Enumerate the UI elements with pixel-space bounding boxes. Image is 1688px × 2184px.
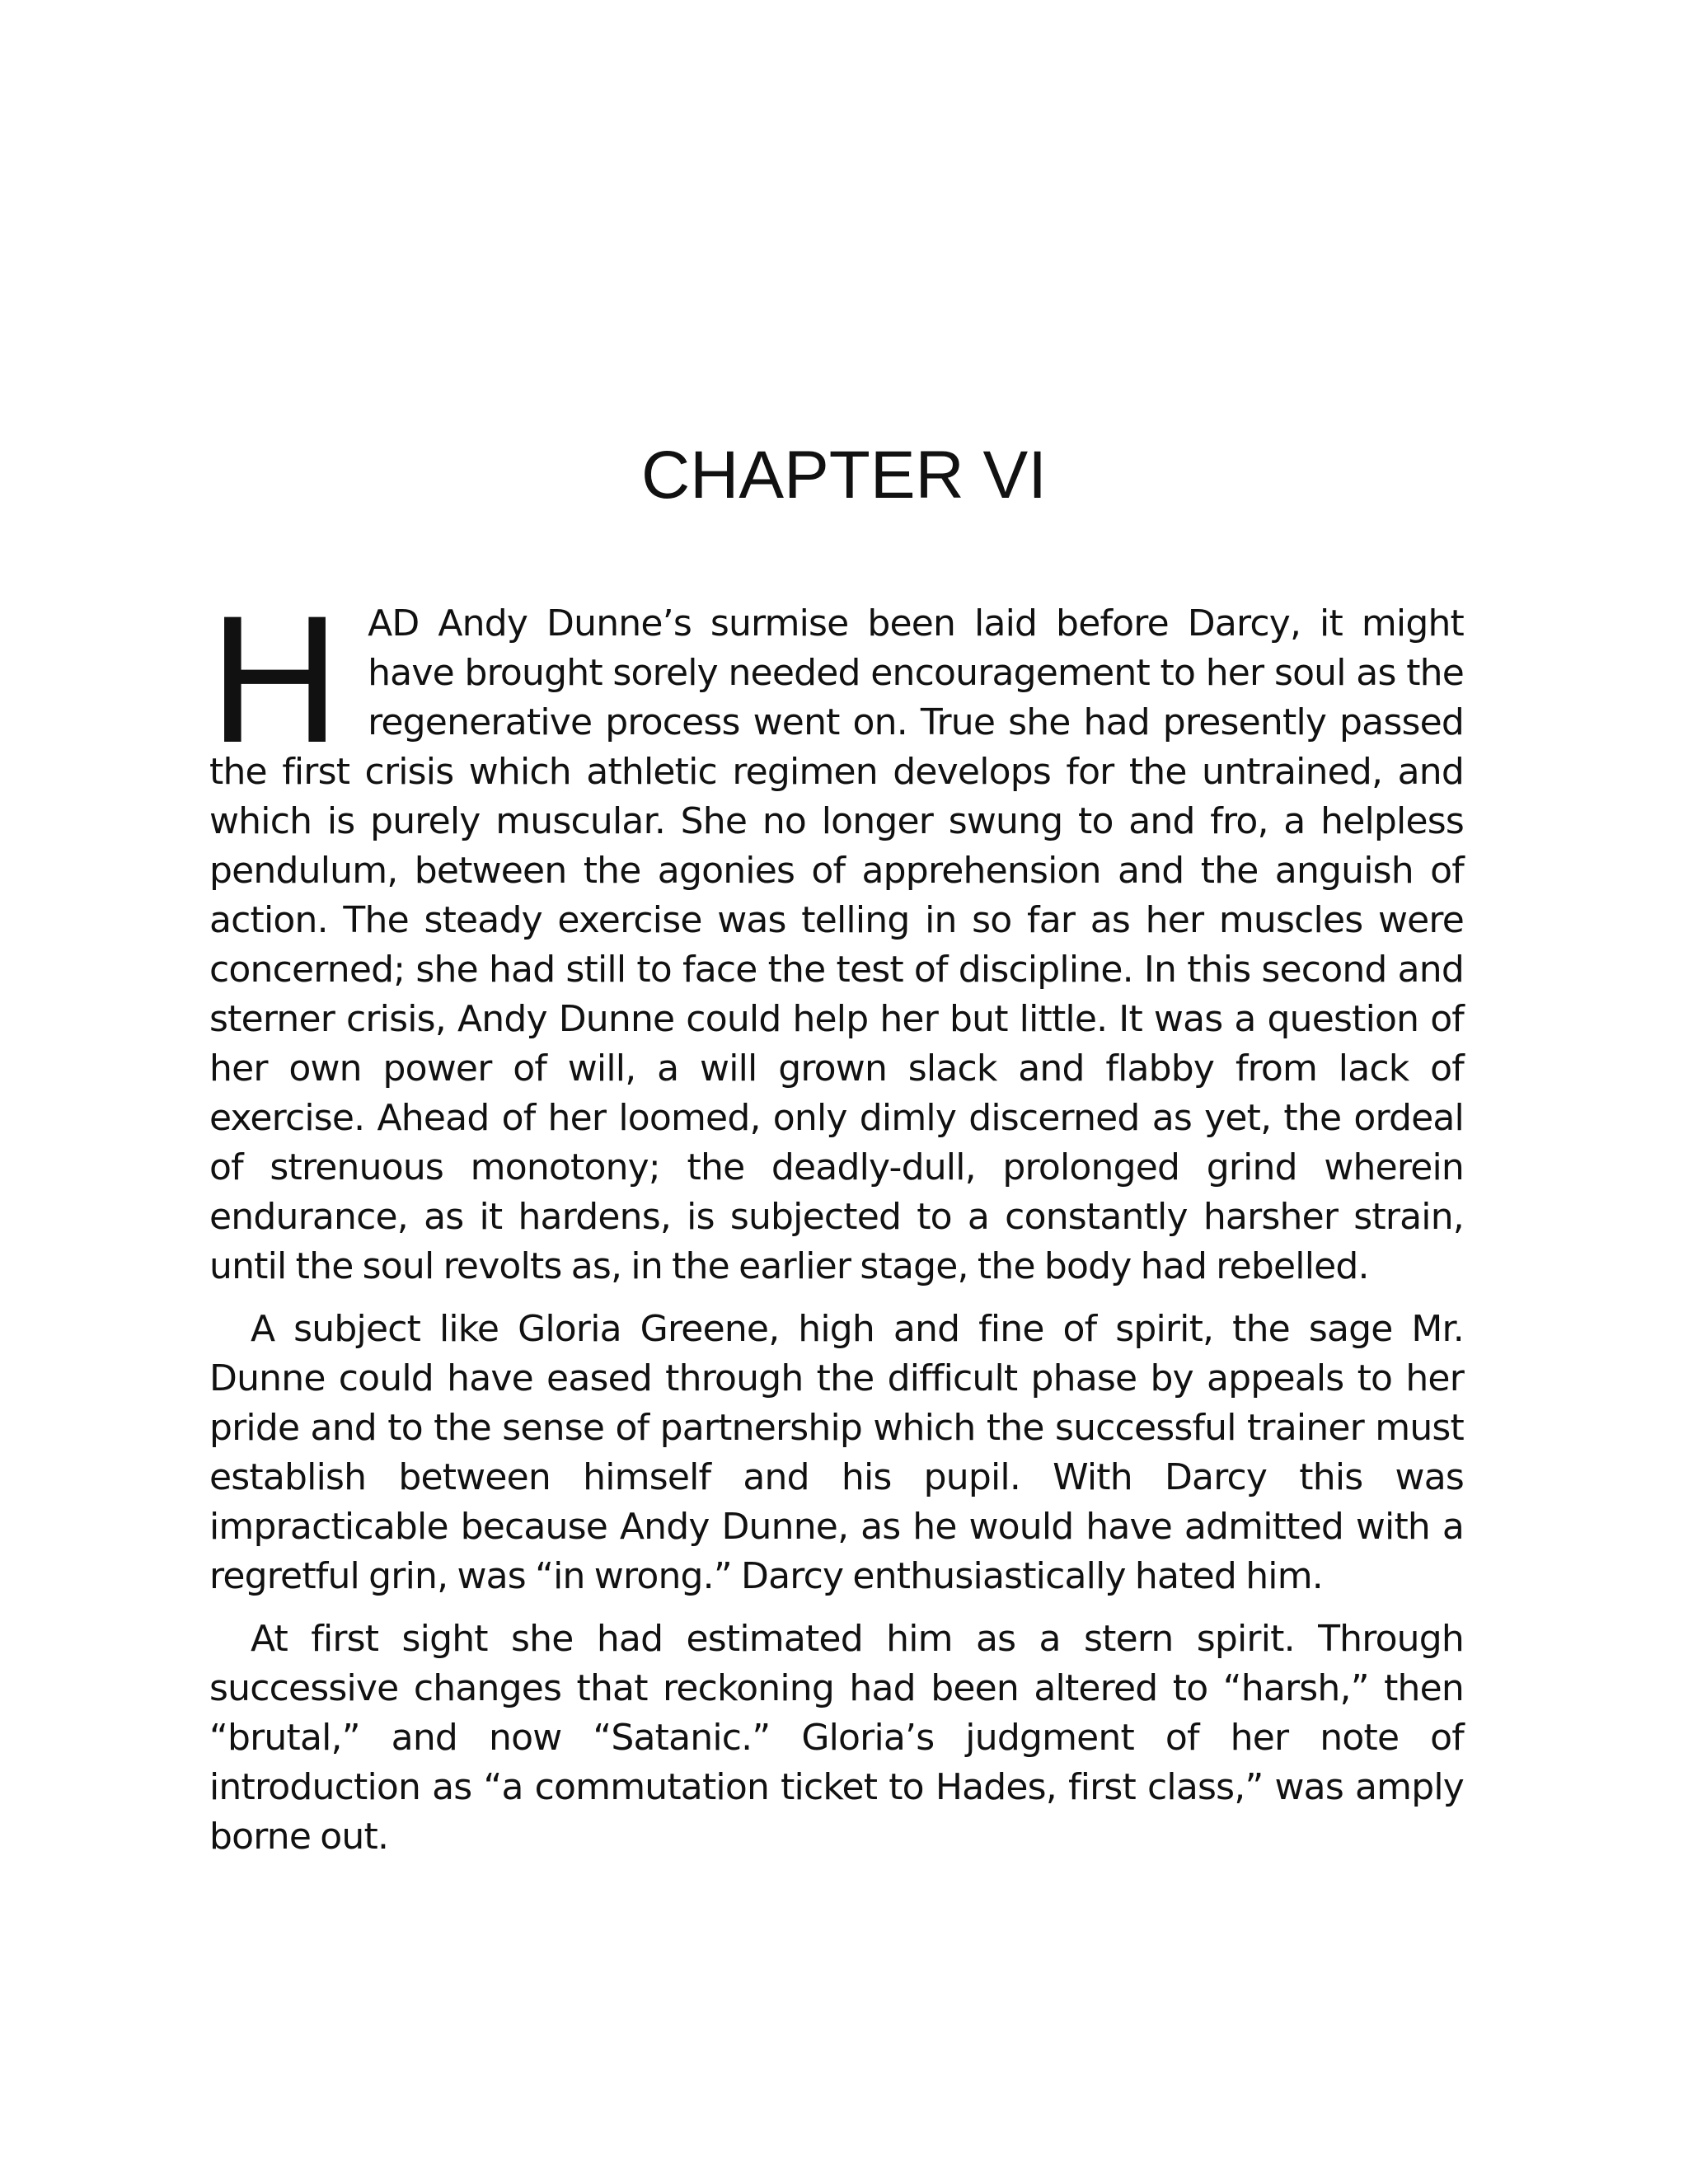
paragraph-1 [209,578,1464,1291]
paragraph-1-text: AD Andy Dunne’s surmise been laid before Darcy, it might have brought sorely needed encouragement to her soul as the regenerative process went on. True she had presently passed the first crisis which athletic regimen develops for the untrained, and which is purely muscular. She no longer swung to and fro, a helpless pendulum, between the agonies of apprehension and the anguish of action. The steady exercise was telling in so far as her muscles were concerned; she had still to face the test of discipline. In this second and sterner crisis, Andy Dunne could help her but little. It was a question of her own power of will, a will grown slack and flabby from lack of exercise. Ahead of her loomed, only dimly discerned as yet, the ordeal of strenuous monotony; the deadly-dull, prolonged grind wherein endurance, as it hardens, is subjected to a constantly harsher strain, until the soul revolts as, in the earlier stage, the body had rebelled. [209,602,1464,1287]
paragraph-2: A subject like Gloria Greene, high and fine of spirit, the sage Mr. Dunne could have eased through the difficult phase by appeals to her pride and to the sense of partnership which the successful trainer must establish between himself and his pupil. With Darcy this was impracticable because Andy Dunne, as he would have admitted with a regretful grin, was “in wrong.” Darcy enthusiastically hated him. [209,1308,1464,1597]
chapter-body [209,578,1464,1875]
chapter-title: CHAPTER VI [640,438,1048,513]
paragraph-3: At first sight she had estimated him as a stern spirit. Through successive changes that reckoning had been altered to “harsh,” then “brutal,” and now “Satanic.” Gloria’s judgment of her note of introduction as “a commutation ticket to Hades, first class,” was amply borne out. [209,1618,1464,1858]
drop-cap: H [209,578,340,780]
